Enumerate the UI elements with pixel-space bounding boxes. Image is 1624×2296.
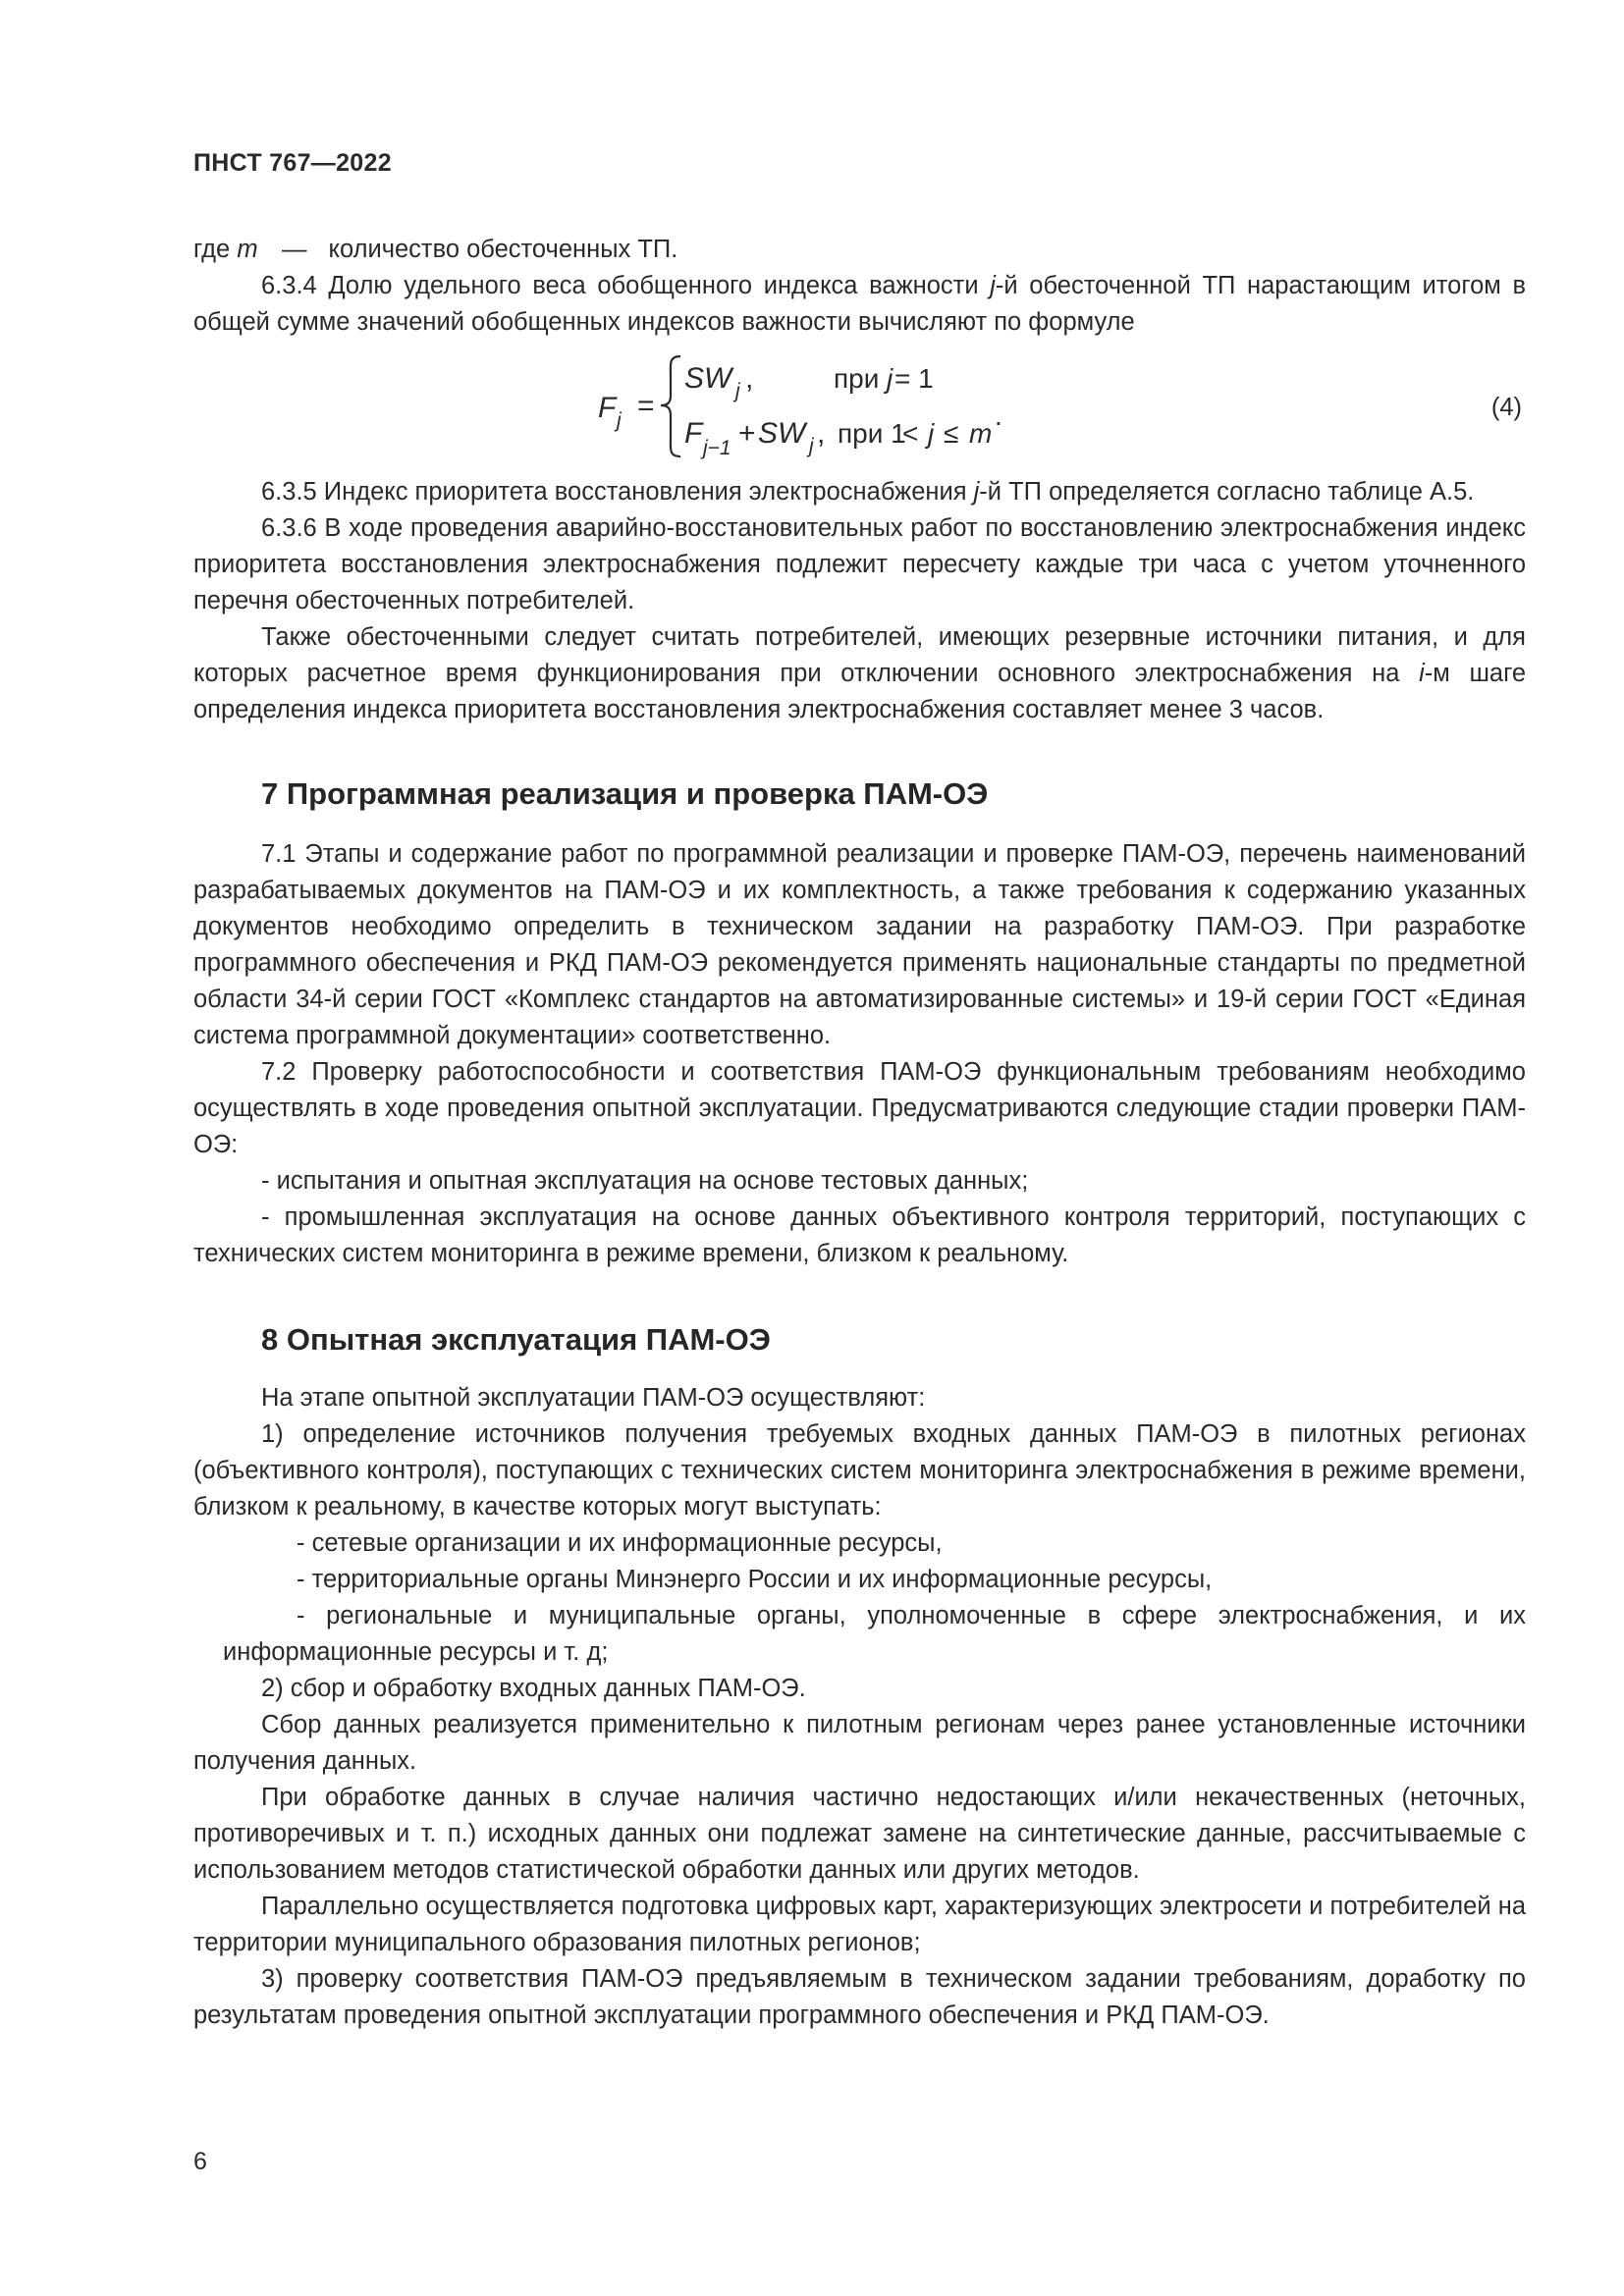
equals-sign: = bbox=[637, 390, 655, 422]
paragraph-7-2: 7.2 Проверку работоспособности и соответствия ПАМ-ОЭ функциональным требованиям необходимо осуществлять в ходе проведения опытной эксплуатации. Предусматриваются следующие стадии проверки ПАМ-ОЭ: bbox=[193, 1058, 1526, 1158]
document-header: ПНСТ 767—2022 bbox=[193, 149, 392, 177]
paragraph-process: При обработке данных в случае наличия частично недостающих и/или некачественных (неточных, противоречивых и т. п.) исходных данных они подлежат замене на синтетические данные, рассчитываемые с использованием методов статистической обработки данных или других методов. bbox=[193, 1784, 1526, 1884]
page-number: 6 bbox=[193, 2148, 207, 2175]
list-item-1: 1) определение источников получения требуемых входных данных ПАМ-ОЭ в пилотных регионах (объективного контроля), поступающих с технических систем мониторинга электроснабжения в режиме времени, близком к реальному, в качестве которых могут выступать: bbox=[193, 1420, 1526, 1521]
formula-period: . bbox=[995, 400, 1002, 431]
row2-m: m bbox=[969, 418, 993, 449]
paragraph-7-1: 7.1 Этапы и содержание работ по программной реализации и проверке ПАМ-ОЭ, перечень наименований разрабатываемых документов на ПАМ-ОЭ и их комплектность, а также требования к содержанию указанных документов необходимо определить в техническом задании на разработку ПАМ-ОЭ. При разработке программного обеспечения и РКД ПАМ-ОЭ рекомендуется применять национальные стандарты по предметной области 34-й серии ГОСТ «Комплекс стандартов на автоматизированные системы» и 19-й серии ГОСТ «Единая система программной документации» соответственно. bbox=[193, 840, 1526, 1049]
paragraph-6-3-5: 6.3.5 Индекс приоритета восстановления электроснабжения j-й ТП определяется согласно таблице А.5. bbox=[261, 478, 1475, 506]
list-item: - испытания и опытная эксплуатация на основе тестовых данных; bbox=[261, 1167, 1029, 1195]
piecewise-formula bbox=[598, 347, 1010, 462]
paragraph-6-3-6: 6.3.6 В ходе проведения аварийно-восстановительных работ по восстановлению электроснабжения индекс приоритета восстановления электроснабжения подлежит пересчету каждые три часа с учетом уточненного перечня обесточенных потребителей. bbox=[193, 514, 1526, 614]
paragraph-collect: Сбор данных реализуется применительно к пилотным регионам через ранее установленные источники получения данных. bbox=[193, 1711, 1526, 1775]
sub-list-item: - территориальные органы Минэнерго России и их информационные ресурсы, bbox=[297, 1566, 1213, 1593]
section-7-heading: 7 Программная реализация и проверка ПАМ-ОЭ bbox=[261, 776, 989, 811]
where-clause bbox=[193, 232, 1526, 268]
where-dash: — bbox=[282, 236, 307, 263]
sub-list-item: - сетевые организации и их информационные ресурсы, bbox=[297, 1529, 943, 1557]
row1-cond-rest: = 1 bbox=[894, 363, 934, 394]
row2-less-equal: ≤ bbox=[944, 418, 959, 449]
list-item-3: 3) проверку соответствия ПАМ-ОЭ предъявляемым в техническом задании требованиям, доработку по результатам проведения опытной эксплуатации программного обеспечения и РКД ПАМ-ОЭ. bbox=[193, 1965, 1526, 2029]
document-page bbox=[193, 0, 1526, 2296]
row1-cond-var: j bbox=[887, 363, 893, 394]
row1-subscript: j bbox=[735, 380, 740, 402]
formula-4 bbox=[193, 347, 1526, 462]
row1-SW: SW bbox=[684, 362, 732, 395]
list-item: - промышленная эксплуатация на основе данных объективного контроля территорий, поступающих с технических систем мониторинга в режиме времени, близком к реальному. bbox=[193, 1203, 1526, 1267]
paragraph-8-intro: На этапе опытной эксплуатации ПАМ-ОЭ осуществляют: bbox=[261, 1384, 926, 1412]
paragraph-also: Также обесточенными следует считать потребителей, имеющих резервные источники питания, и для которых расчетное время функционирования при отключении основного электроснабжения на i-м шаге определения индекса приоритета восстановления электроснабжения составляет менее 3 часов. bbox=[193, 623, 1527, 723]
lhs-subscript: j bbox=[617, 409, 622, 432]
where-text: количество обесточенных ТП. bbox=[328, 236, 678, 263]
row2-condition: при 1 bbox=[838, 418, 906, 449]
section-8-heading: 8 Опытная эксплуатация ПАМ-ОЭ bbox=[261, 1322, 771, 1357]
row2-F: F bbox=[684, 417, 703, 450]
lhs-F: F bbox=[598, 392, 617, 424]
sub-list-item: - региональные и муниципальные органы, уполномоченные в сфере электроснабжения, и их информационные ресурсы и т. д; bbox=[223, 1602, 1526, 1666]
document-body bbox=[193, 232, 1526, 2034]
row2-plus: + bbox=[738, 417, 756, 450]
row2-j: j bbox=[928, 418, 935, 449]
paragraph-parallel: Параллельно осуществляется подготовка цифровых карт, характеризующих электросети и потребителей на территории муниципального образования пилотных регионов; bbox=[193, 1893, 1526, 1956]
row1-condition: при bbox=[834, 363, 880, 394]
row2-SW: SW bbox=[758, 417, 806, 450]
row1-comma: , bbox=[745, 362, 754, 395]
row2-SW-subscript: j bbox=[809, 435, 814, 457]
paragraph-6-3-4: 6.3.4 Долю удельного веса обобщенного индекса важности j-й обесточенной ТП нарастающим итогом в общей сумме значений обобщенных индексов важности вычисляют по формуле bbox=[193, 272, 1526, 336]
row2-comma: , bbox=[817, 417, 826, 450]
left-brace bbox=[661, 356, 680, 456]
row2-less-than: < bbox=[902, 418, 919, 449]
where-key: где m bbox=[193, 236, 258, 263]
row2-subscript: j−1 bbox=[703, 437, 731, 459]
list-item-2: 2) сбор и обработку входных данных ПАМ-ОЭ. bbox=[261, 1675, 806, 1702]
equation-number: (4) bbox=[1490, 394, 1522, 421]
